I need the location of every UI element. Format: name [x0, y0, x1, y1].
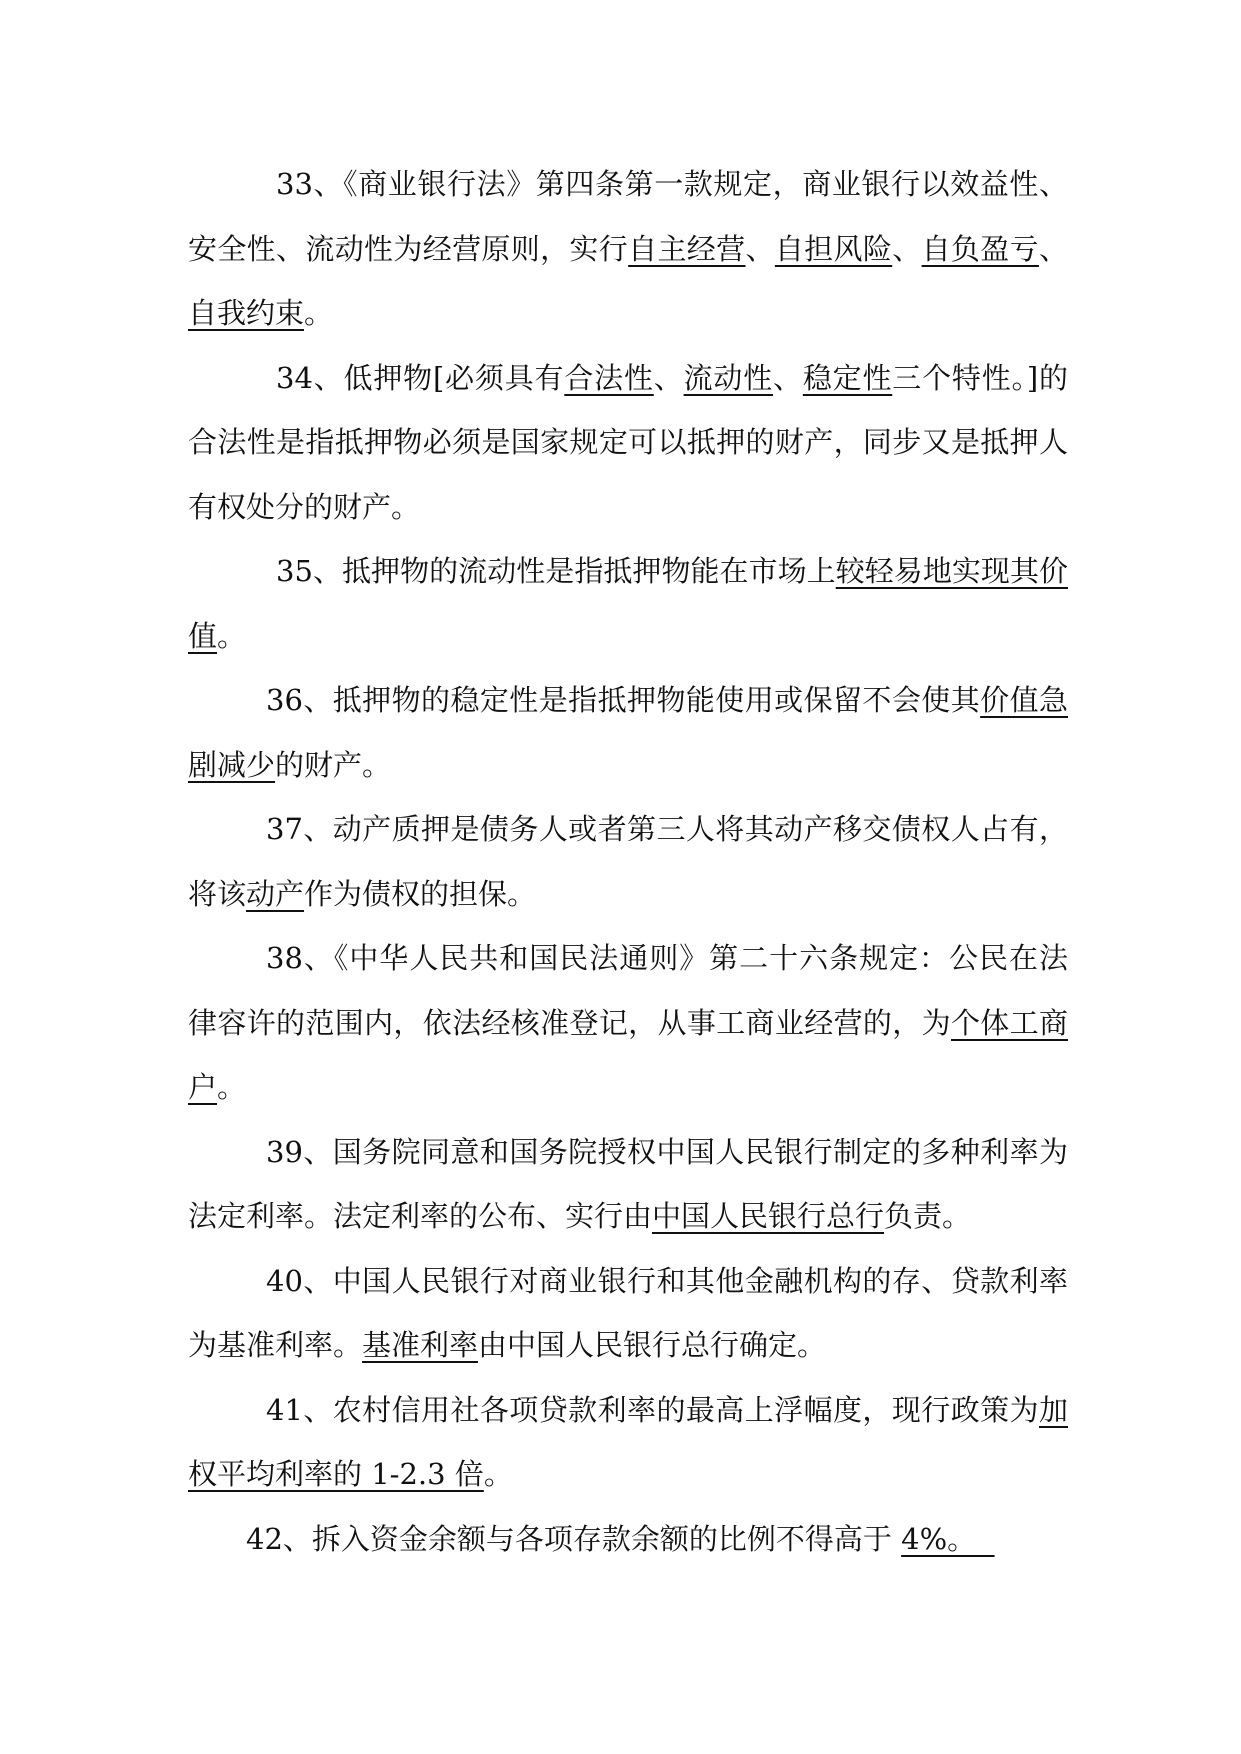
underlined-answer: 自担风险 — [774, 231, 893, 266]
text-segment: 、 — [773, 360, 803, 395]
text-segment: 35、抵押物的流动性是指抵押物能在市场上 — [276, 554, 836, 588]
paragraph-35 — [188, 539, 1068, 668]
underlined-answer: 稳定性 — [802, 360, 893, 395]
text-segment: 。 — [217, 1070, 247, 1104]
text-segment: 34、低押物[必须具有 — [276, 360, 565, 395]
text-segment: 三个特性。]的合法性是指抵押物必须是国家规定可以抵押的财产，同步又是抵押人有权处分的财产。 — [188, 360, 1068, 524]
text-segment: 42、拆入资金余额与各项存款余额的比例不得高于 — [246, 1521, 902, 1556]
paragraph-34 — [188, 346, 1068, 540]
text-segment: 、 — [745, 231, 775, 266]
underlined-answer: 自我约束 — [188, 296, 305, 330]
paragraph-39 — [188, 1120, 1068, 1249]
text-segment: 负责。 — [884, 1199, 972, 1233]
text-segment: 39、国务院同意和国务院授权中国人民银行制定的多种利率为法定利率。法定利率的公布、实行由 — [188, 1134, 1068, 1233]
text-segment: 40、中国人民银行对商业银行和其他金融机构的存、贷款利率为基准利率。 — [188, 1263, 1068, 1362]
text-segment: 。 — [217, 618, 247, 653]
underlined-answer: 自主经营 — [628, 231, 746, 266]
text-segment: 36、抵押物的稳定性是指抵押物能使用或保留不会使其 — [266, 683, 981, 717]
paragraph-33 — [188, 152, 1068, 346]
text-segment: 。 — [304, 296, 334, 330]
paragraph-40 — [188, 1249, 1068, 1378]
text-segment: 由中国人民银行总行确定。 — [478, 1328, 827, 1362]
underlined-answer: 较轻易地实现其价值 — [188, 554, 1068, 653]
text-segment: 、 — [1038, 231, 1068, 266]
underlined-answer: 价值急剧减少 — [188, 683, 1068, 782]
paragraph-36 — [188, 668, 1068, 797]
paragraph-37 — [188, 797, 1068, 926]
text-segment: 33、《商业银行法》第四条第一款规定，商业银行以效益性、安全性、流动性为经营原则，实行 — [188, 167, 1068, 266]
underlined-answer: 加权平均利率的 1-2.3 倍 — [188, 1392, 1068, 1491]
text-segment: 41、农村信用社各项贷款利率的最高上浮幅度，现行政策为 — [266, 1392, 1039, 1427]
text-segment: 、 — [653, 360, 684, 395]
text-segment: 作为债权的担保。 — [304, 876, 537, 911]
underlined-answer: 流动性 — [683, 360, 774, 395]
text-segment: 。 — [483, 1457, 513, 1491]
text-segment: 的财产。 — [275, 747, 392, 782]
document-page — [188, 152, 1068, 1571]
underlined-answer: 基准利率 — [362, 1328, 479, 1362]
text-segment: 37、动产质押是债务人或者第三人将其动产移交债权人占有，将该 — [188, 812, 1068, 911]
text-segment: 38、《中华人民共和国民法通则》第二十六条规定：公民在法律容许的范围内，依法经核准登记，从事工商业经营的，为 — [188, 941, 1068, 1040]
paragraph-38 — [188, 926, 1068, 1120]
paragraph-42 — [188, 1507, 1068, 1572]
text-segment: 、 — [892, 231, 922, 266]
paragraph-41 — [188, 1378, 1068, 1507]
underlined-answer: 合法性 — [564, 360, 654, 395]
underlined-answer: 4%。 — [901, 1521, 995, 1556]
underlined-answer: 自负盈亏 — [921, 231, 1039, 266]
underlined-answer: 中国人民银行总行 — [652, 1199, 885, 1233]
underlined-answer: 个体工商户 — [188, 1005, 1068, 1104]
underlined-answer: 动产 — [246, 876, 305, 911]
